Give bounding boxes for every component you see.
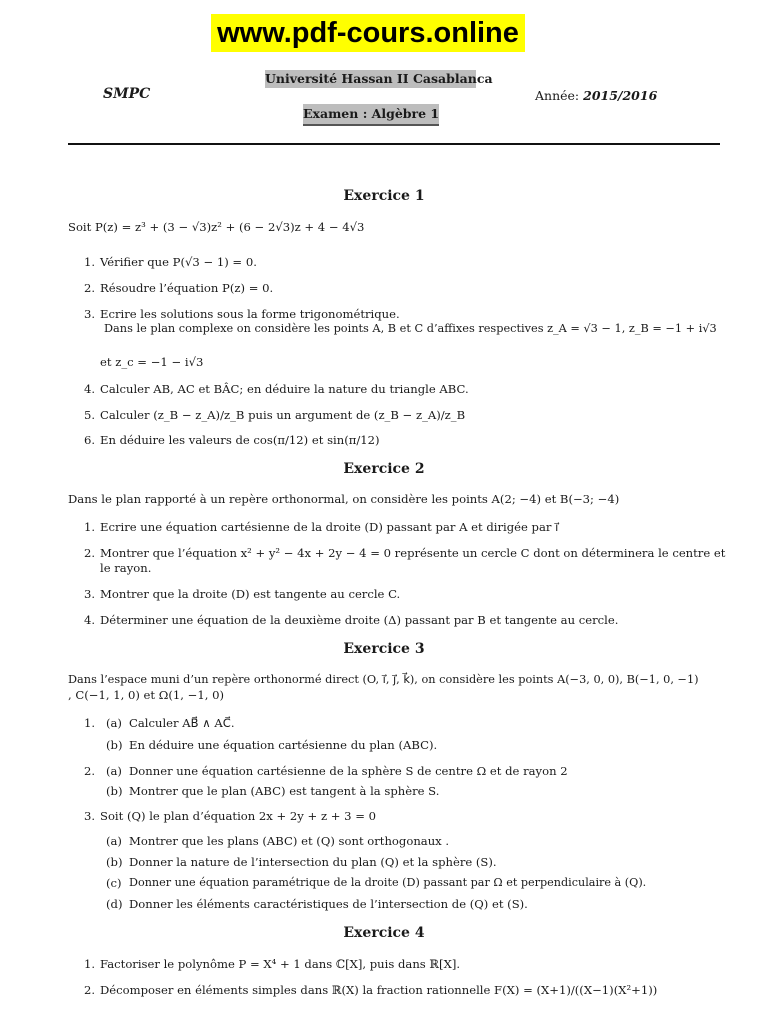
exercise-2-intro: Dans le plan rapporté à un repère orthonormal, on considère les points A(2; −4) et B(−3; −4) bbox=[68, 492, 620, 506]
exercise-3-title: Exercice 3 bbox=[343, 641, 425, 657]
ex3-item-number: 2. bbox=[84, 764, 96, 778]
ex3-subitem-label: (a) bbox=[106, 764, 122, 778]
ex3-subitem-label: (c) bbox=[106, 876, 122, 890]
ex2-item-text: Déterminer une équation de la deuxième droite (Δ) passant par B et tangente au cercle. bbox=[100, 613, 619, 627]
ex3-item-number: 1. bbox=[84, 716, 96, 730]
ex2-item-text: Ecrire une équation cartésienne de la droite (D) passant par A et dirigée par i⃗ bbox=[100, 520, 559, 534]
ex1-item-text-continued: Dans le plan complexe on considère les points A, B et C d’affixes respectives z_A = √3 − 1, z_B = −1 + i√3 bbox=[104, 322, 717, 335]
ex3-item-text: Montrer que les plans (ABC) et (Q) sont orthogonaux . bbox=[129, 834, 450, 848]
university-name: Université Hassan II Casablanca bbox=[265, 71, 493, 86]
ex1-item-text: Calculer (z_B − z_A)/z_B puis un argument de (z_B − z_A)/z_B bbox=[100, 408, 466, 422]
ex3-item-text: Soit (Q) le plan d’équation 2x + 2y + z + 3 = 0 bbox=[100, 809, 376, 823]
header-divider bbox=[68, 143, 720, 145]
ex1-item-text: Vérifier que P(√3 − 1) = 0. bbox=[100, 255, 257, 269]
ex4-item-number: 2. bbox=[84, 983, 96, 997]
ex3-item-text: Montrer que le plan (ABC) est tangent à la sphère S. bbox=[129, 784, 440, 798]
ex2-item-text-continued: le rayon. bbox=[100, 561, 152, 575]
exam-title: Examen : Algèbre 1 bbox=[303, 104, 439, 126]
ex2-item-number: 3. bbox=[84, 587, 96, 601]
ex4-item-text: Factoriser le polynôme P = X⁴ + 1 dans ℂ[X], puis dans ℝ[X]. bbox=[100, 957, 461, 971]
ex3-subitem-label: (a) bbox=[106, 716, 122, 730]
exercise-4-title: Exercice 4 bbox=[343, 925, 425, 941]
year-value: 2015/2016 bbox=[583, 88, 658, 103]
ex2-item-number: 4. bbox=[84, 613, 96, 627]
ex1-item-number: 3. bbox=[84, 307, 96, 321]
ex1-item-text: En déduire les valeurs de cos(π/12) et sin(π/12) bbox=[100, 433, 380, 447]
year-label: Année: bbox=[535, 88, 580, 103]
ex1-item-text: Ecrire les solutions sous la forme trigonométrique. bbox=[100, 307, 400, 321]
ex3-subitem-label: (b) bbox=[106, 784, 123, 798]
ex3-item-number: 3. bbox=[84, 809, 96, 823]
ex1-item-text: Calculer AB, AC et BÂC; en déduire la nature du triangle ABC. bbox=[100, 382, 469, 396]
ex1-item-text-continued: et z_c = −1 − i√3 bbox=[100, 355, 204, 369]
ex1-item-number: 5. bbox=[84, 408, 96, 422]
ex1-item-number: 1. bbox=[84, 255, 96, 269]
ex3-item-text: Calculer AB⃗ ∧ AC⃗. bbox=[129, 716, 235, 730]
ex3-item-text: Donner une équation cartésienne de la sphère S de centre Ω et de rayon 2 bbox=[129, 764, 568, 778]
ex3-item-text: En déduire une équation cartésienne du plan (ABC). bbox=[129, 738, 438, 752]
exercise-3-intro-continued: , C(−1, 1, 0) et Ω(1, −1, 0) bbox=[68, 688, 225, 702]
ex2-item-text: Montrer que l’équation x² + y² − 4x + 2y − 4 = 0 représente un cercle C dont on déterminera le centre et bbox=[100, 546, 726, 560]
ex3-subitem-label: (a) bbox=[106, 834, 122, 848]
academic-year bbox=[535, 88, 657, 103]
ex3-subitem-label: (d) bbox=[106, 897, 123, 911]
exercise-1-intro: Soit P(z) = z³ + (3 − √3)z² + (6 − 2√3)z + 4 − 4√3 bbox=[68, 220, 365, 234]
exercise-2-title: Exercice 2 bbox=[343, 461, 425, 477]
program-label: SMPC bbox=[103, 86, 151, 102]
ex3-item-text: Donner les éléments caractéristiques de l’intersection de (Q) et (S). bbox=[129, 897, 528, 911]
ex1-item-number: 2. bbox=[84, 281, 96, 295]
watermark-banner: www.pdf-cours.online bbox=[211, 14, 525, 52]
ex1-item-number: 4. bbox=[84, 382, 96, 396]
ex1-item-number: 6. bbox=[84, 433, 96, 447]
ex4-item-number: 1. bbox=[84, 957, 96, 971]
ex2-item-number: 2. bbox=[84, 546, 96, 560]
ex3-subitem-label: (b) bbox=[106, 738, 123, 752]
ex2-item-text: Montrer que la droite (D) est tangente au cercle C. bbox=[100, 587, 401, 601]
ex3-item-text: Donner une équation paramétrique de la droite (D) passant par Ω et perpendiculaire à (Q). bbox=[129, 876, 647, 889]
ex1-item-text: Résoudre l’équation P(z) = 0. bbox=[100, 281, 274, 295]
ex3-subitem-label: (b) bbox=[106, 855, 123, 869]
exercise-3-intro: Dans l’espace muni d’un repère orthonormé direct (O, i⃗, j⃗, k⃗), on considère les points A(−3, 0, 0), B(−1, 0, −1) bbox=[68, 673, 699, 686]
ex4-item-text: Décomposer en éléments simples dans ℝ(X) la fraction rationnelle F(X) = (X+1)/((X−1)(X²+1)) bbox=[100, 983, 658, 997]
ex2-item-number: 1. bbox=[84, 520, 96, 534]
ex3-item-text: Donner la nature de l’intersection du plan (Q) et la sphère (S). bbox=[129, 855, 497, 869]
exercise-1-title: Exercice 1 bbox=[343, 188, 425, 204]
